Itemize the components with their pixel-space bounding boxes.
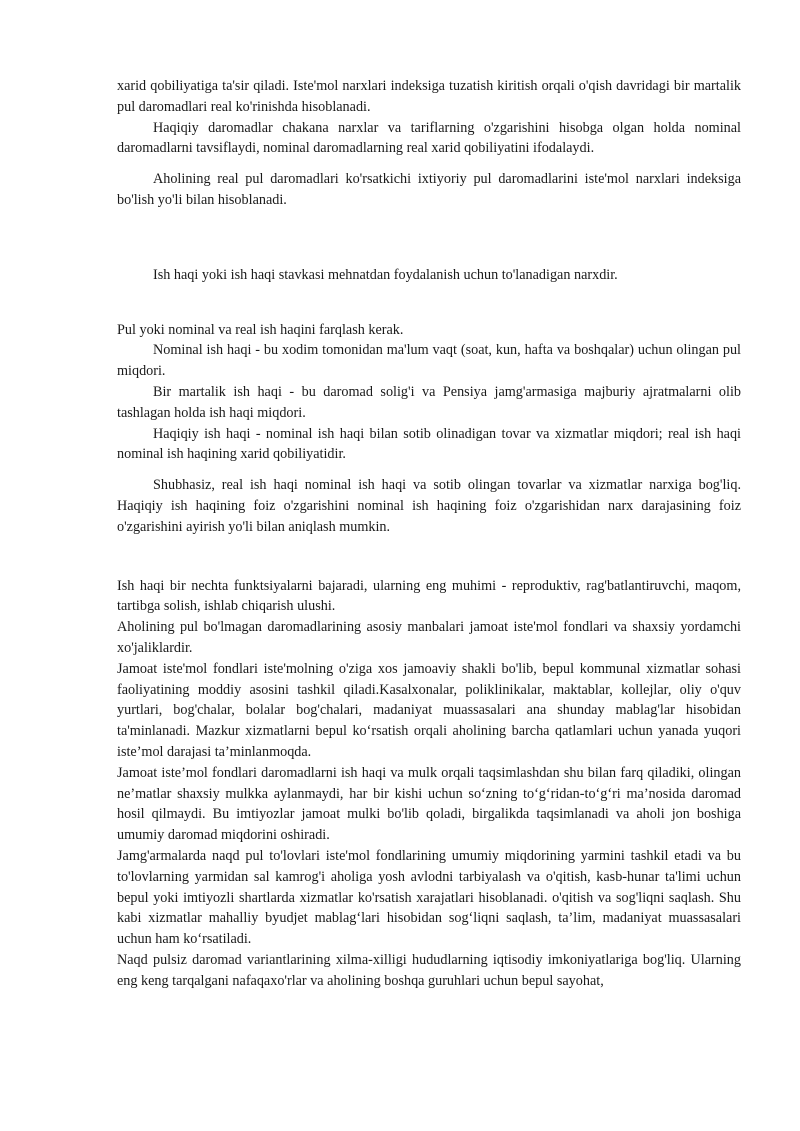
paragraph-funds-distribution: Jamoat iste’mol fondlari daromadlarni ish haqi va mulk orqali taqsimlashdan shu bilan farq qiladiki, olingan ne’matlar shaxsiy mulkka aylanmaydi, har bir kishi uchun so‘zning to‘g‘ridan-to‘g‘ri ma’nosida daromad hosil qilmaydi. Bu imtiyozlar jamoat mulki bo'lib qoladi, birgalikda taqsimlanadi va aholi jon boshiga umumiy daromad miqdorini oshiradi. [117, 764, 741, 844]
paragraph-non-cash-income-sources: Aholining pul bo'lmagan daromadlarining asosiy manbalari jamoat iste'mol fondlari va shaxsiy yordamchi xo'jaliklardir. [117, 619, 741, 656]
paragraph-wage-definition: Ish haqi yoki ish haqi stavkasi mehnatdan foydalanish uchun to'lanadigan narxdir. [153, 266, 618, 283]
paragraph-purchasing-power-cont: xarid qobiliyatiga ta'sir qiladi. Iste'mol narxlari indeksiga tuzatish kiritish orqali o'qish davridagi bir martalik pul daromadlari real ko'rinishda hisoblanadi. [117, 78, 741, 115]
paragraph-real-wage-calculation: Shubhasiz, real ish haqi nominal ish haqi va sotib olingan tovarlar va xizmatlar narxiga bog'liq. Haqiqiy ish haqining foiz o'zgarishini nominal ish haqining foiz o'zgarishidan narx darajasining foiz o'zgarishini ayirish yo'li bilan aniqlash mumkin. [117, 477, 741, 535]
paragraph-real-wage: Haqiqiy ish haqi - nominal ish haqi bilan sotib olinadigan tovar va xizmatlar miqdori; real ish haqi nominal ish haqining xarid qobiliyatidir. [117, 425, 741, 463]
paragraph-non-cash-variants: Naqd pulsiz daromad variantlarining xilma-xilligi hududlarning iqtisodiy imkoniyatlariga bog'liq. Ularning eng keng tarqalgani nafaqaxo'rlar va aholining boshqa guruhlari uchun bepul sayohat, [117, 951, 741, 989]
paragraph-disposable-wage: Bir martalik ish haqi - bu daromad solig'i va Pensiya jamg'armasiga majburiy ajratmalarni olib tashlagan holda ish haqi miqdori. [117, 383, 741, 421]
paragraph-nominal-real-distinction: Pul yoki nominal va real ish haqini farqlash kerak. [117, 321, 404, 338]
paragraph-cash-payments: Jamg'armalarda naqd pul to'lovlari iste'mol fondlarining umumiy miqdorining yarmini tashkil etadi va bu to'lovlarning yarmidan sal kamrog'i aholiga yosh avlodni tarbiyalash va o'qitish, kasb-hunar ta'limi uchun bepul yoki imtiyozli shartlarda xizmatlar ko'rsatish xarajatlari hisoblanadi. o'qitish va sog'liqni saqlash. Shu kabi xizmatlar mahalliy byudjet mablag‘lari hisobidan sog‘liqni saqlash, ta’lim, madaniyat muassasalari uchun ham ko‘rsatiladi. [117, 847, 741, 948]
document-page [117, 76, 741, 991]
paragraph-public-consumption-funds: Jamoat iste'mol fondlari iste'molning o'ziga xos jamoaviy shakli bo'lib, bepul kommunal xizmatlar sohasi faoliyatining moddiy asosini tashkil qiladi.Kasalxonalar, poliklinikalar, maktablar, kollejlar, oliy o'quv yurtlari, bog'chalar, bolalar bog'chalari, madaniyat muassasalari ana shunday mablag'lar hisobidan ta'minlanadi. Mazkur xizmatlarni bepul ko‘rsatish orqali aholining barcha qatlamlari uchun yanada yuqori iste’mol darajasi ta’minlanmoqda. [117, 660, 741, 760]
paragraph-real-income-definition: Haqiqiy daromadlar chakana narxlar va tariflarning o'zgarishini hisobga olgan holda nominal daromadlarni tavsiflaydi, nominal daromadlarning real xarid qobiliyatini ifodalaydi. [117, 119, 741, 157]
paragraph-nominal-wage: Nominal ish haqi - bu xodim tomonidan ma'lum vaqt (soat, kun, hafta va boshqalar) uchun olingan pul miqdori. [117, 342, 741, 380]
paragraph-wage-functions: Ish haqi bir nechta funktsiyalarni bajaradi, ularning eng muhimi - reproduktiv, rag'batlantiruvchi, maqom, tartibga solish, ishlab chiqarish ulushi. [117, 577, 741, 615]
paragraph-real-income-indicator: Aholining real pul daromadlari ko'rsatkichi ixtiyoriy pul daromadlarini iste'mol narxlari indeksiga bo'lish yo'li bilan hisoblanadi. [117, 171, 741, 208]
